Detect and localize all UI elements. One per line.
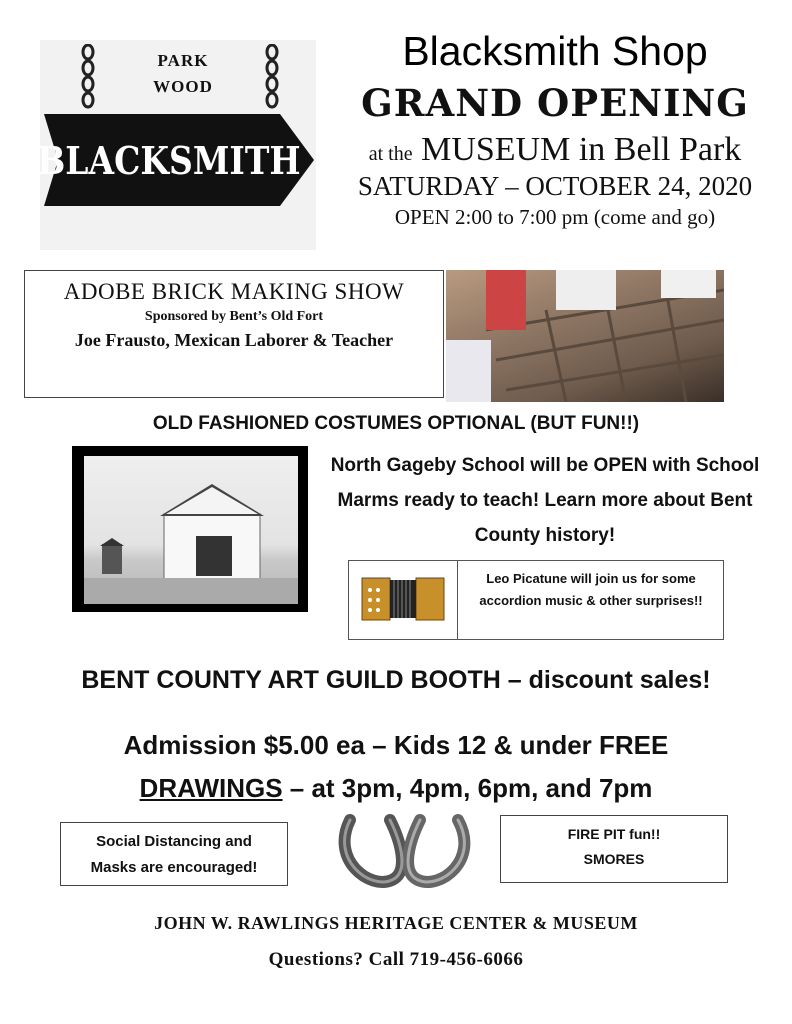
title-location-main: MUSEUM in Bell Park [421,131,742,168]
drawings-label: DRAWINGS [139,773,283,803]
social-distancing-line2: Masks are encouraged! [90,859,258,876]
adobe-heading: ADOBE BRICK MAKING SHOW [63,279,405,304]
accordion-text: Leo Picatune will join us for some accordion music & other surprises!! [479,571,703,608]
title-grand-opening: GRAND OPENING [361,81,749,125]
art-guild-line: BENT COUNTY ART GUILD BOOTH – discount sales! [81,666,711,694]
costumes-note: OLD FASHIONED COSTUMES OPTIONAL (BUT FUN!!) [152,413,640,434]
admission-line: Admission $5.00 ea – Kids 12 & under FREE [123,730,669,760]
school-photo [84,456,298,604]
adobe-presenter: Joe Frausto, Mexican Laborer & Teacher [74,330,394,350]
title-location-prefix: at the [368,143,413,165]
sign-board-text: BLACKSMITH [37,137,301,183]
adobe-sponsor: Sponsored by Bent’s Old Fort [144,309,324,324]
title-hours: OPEN 2:00 to 7:00 pm (come and go) [394,205,716,229]
questions-line: Questions? Call 719-456-6066 [268,949,524,970]
horseshoes-icon [330,810,480,890]
drawings-line [0,768,792,808]
title-blacksmith-shop: Blacksmith Shop [402,28,708,74]
drawings-times: – at 3pm, 4pm, 6pm, and 7pm [282,773,653,803]
fire-pit-box [500,815,728,883]
sign-wood: WOOD [153,77,213,96]
fire-pit-line1: FIRE PIT fun!! [567,826,661,842]
sign-park: PARK [157,51,209,70]
chain-icon [264,44,278,114]
center-name: JOHN W. RAWLINGS HERITAGE CENTER & MUSEUM [154,913,638,933]
title-date: SATURDAY – OCTOBER 24, 2020 [357,171,753,201]
accordion-icon [360,568,446,630]
adobe-show-box [24,270,444,398]
social-distancing-box [60,822,288,886]
fire-pit-line2: SMORES [583,851,645,867]
social-distancing-line1: Social Distancing and [96,833,252,850]
accordion-box-divider [457,560,458,640]
chain-icon [80,44,94,114]
adobe-brick-photo [446,270,724,402]
school-text: North Gageby School will be OPEN with School Marms ready to teach! Learn more about Bent County history! [330,455,760,546]
sign-top-words [128,48,238,100]
